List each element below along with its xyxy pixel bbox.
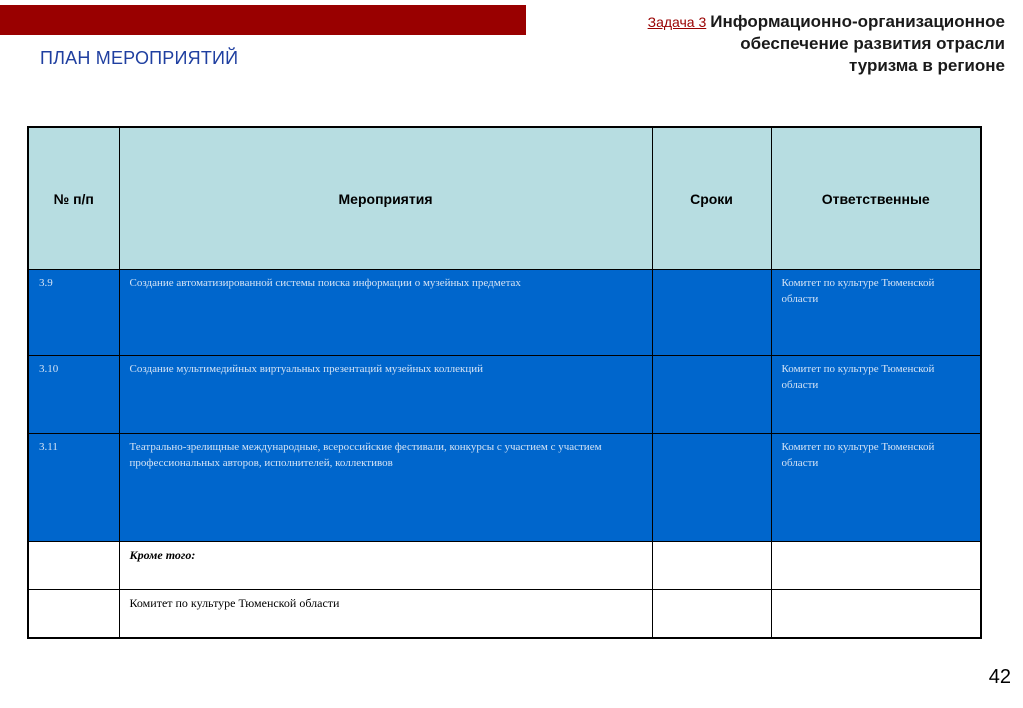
extra-label: Кроме того:	[129, 548, 196, 562]
table-row	[28, 270, 981, 356]
table-row-extra	[28, 590, 981, 638]
row-number: 3.11	[39, 441, 58, 453]
extra-row-text: Комитет по культуре Тюменской области	[129, 596, 340, 610]
column-header-responsible: Ответственные	[771, 127, 981, 270]
row-event: Создание автоматизированной системы поиска информации о музейных предметах	[129, 277, 521, 289]
plan-title: ПЛАН МЕРОПРИЯТИЙ	[40, 48, 239, 68]
row-responsible: Комитет по культуре Тюменской области	[781, 441, 935, 469]
row-term	[653, 270, 771, 280]
empty-cell	[28, 542, 119, 590]
task-title-line-2: обеспечение развития отрасли	[740, 34, 1005, 53]
row-event: Театрально-зрелищные международные, всероссийские фестивали, конкурсы с участием с участием профессиональных авторов, исполнителей, коллективов	[129, 441, 602, 469]
empty-cell	[771, 590, 981, 638]
row-term	[653, 434, 771, 444]
table-row-extra-label	[28, 542, 981, 590]
row-number: 3.9	[39, 277, 53, 289]
table-header-row	[28, 127, 981, 270]
column-header-term: Сроки	[652, 127, 771, 270]
column-header-number: № п/п	[28, 127, 119, 270]
table-row	[28, 434, 981, 542]
row-responsible: Комитет по культуре Тюменской области	[781, 363, 935, 391]
page-number: 42	[988, 666, 1011, 688]
task-title-line-1: Информационно-организационное	[710, 12, 1005, 31]
row-term	[653, 356, 771, 366]
task-title-line-3: туризма в регионе	[848, 56, 1005, 75]
table-row	[28, 356, 981, 434]
row-responsible: Комитет по культуре Тюменской области	[781, 277, 935, 305]
row-number: 3.10	[39, 363, 59, 375]
empty-cell	[28, 590, 119, 638]
empty-cell	[652, 590, 771, 638]
plan-table	[27, 126, 982, 639]
task-label: Задача 3	[647, 14, 707, 30]
column-header-event: Мероприятия	[119, 127, 652, 270]
empty-cell	[652, 542, 771, 590]
empty-cell	[771, 542, 981, 590]
row-event: Создание мультимедийных виртуальных презентаций музейных коллекций	[129, 363, 484, 375]
task-heading	[565, 11, 1005, 77]
top-accent-bar	[0, 5, 526, 35]
